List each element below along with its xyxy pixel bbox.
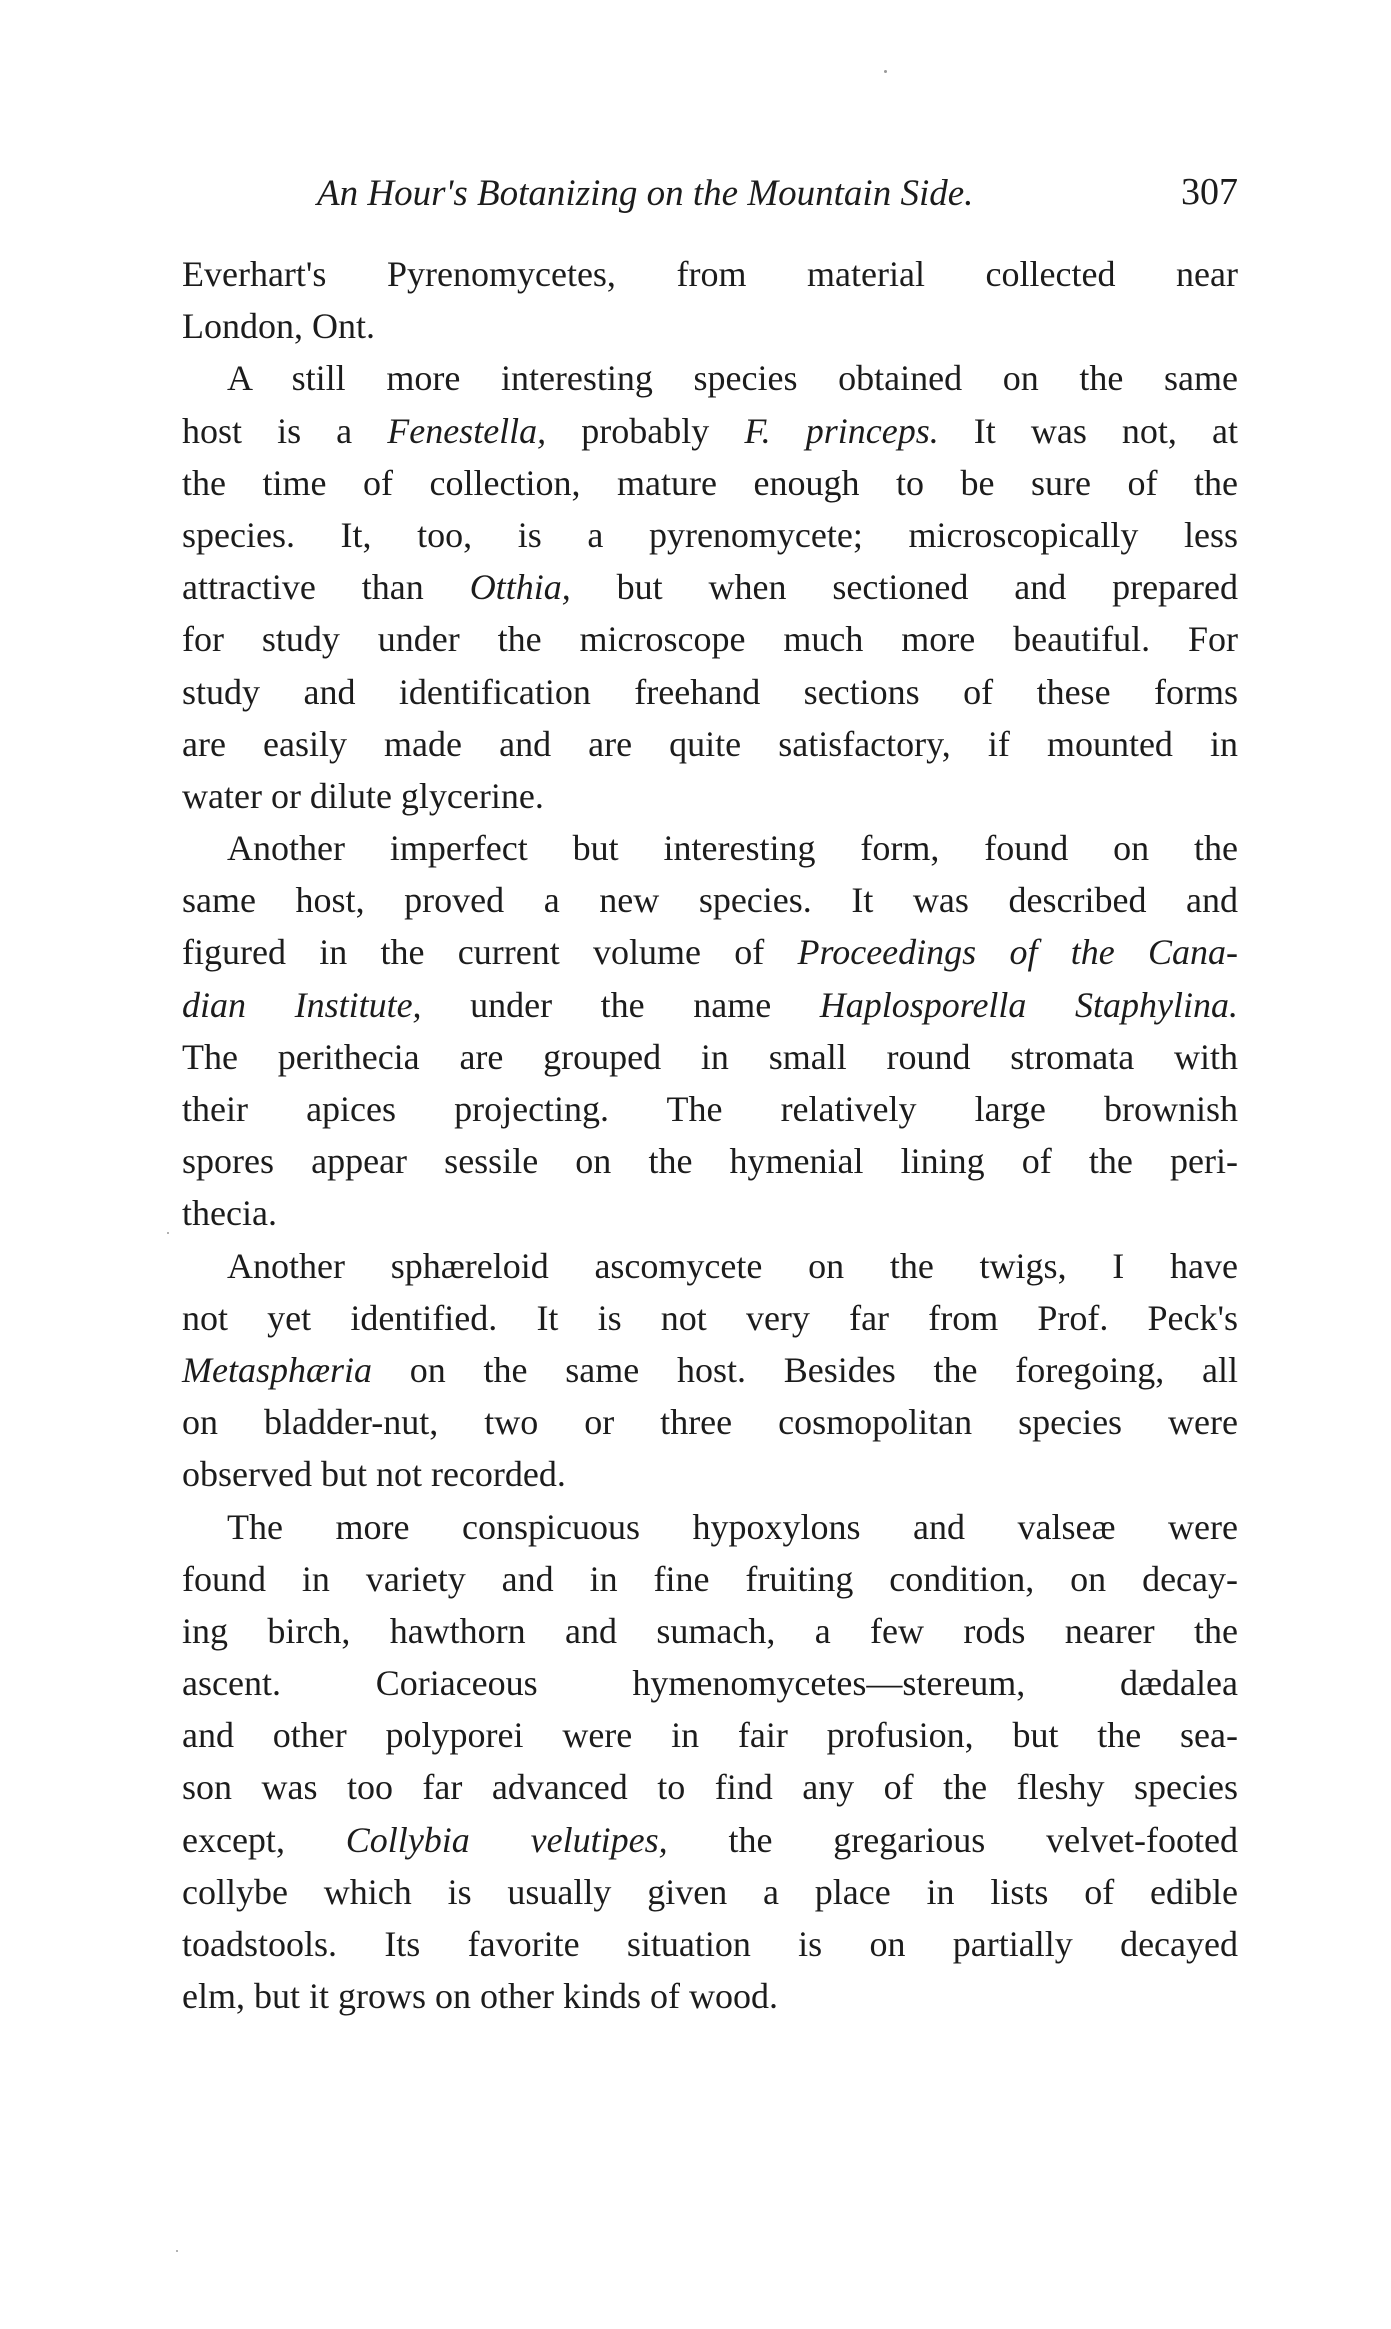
text-segment: probably: [546, 410, 745, 451]
text-segment: their apices projecting. The relatively large brownish: [182, 1089, 1238, 1129]
text-line: [182, 1292, 1238, 1344]
text-segment: The perithecia are grouped in small round stromata with: [182, 1036, 1238, 1077]
text-line: [182, 405, 1238, 457]
text-line: [182, 822, 1238, 874]
text-line: [182, 1918, 1238, 1970]
paragraph: [182, 352, 1238, 822]
paragraph: [182, 1501, 1238, 2023]
page-header: [182, 170, 1238, 226]
text-segment: attractive than: [182, 567, 470, 608]
text-line: [182, 561, 1238, 613]
italic-text: Proceedings of the Cana-: [797, 932, 1238, 973]
italic-text: Collybia velutipes,: [345, 1819, 668, 1860]
text-segment: collybe which is usually given a place in lists of edible: [182, 1871, 1238, 1912]
text-segment: ascent. Coriaceous hymenomycetes—stereum, dædalea: [182, 1663, 1238, 1704]
text-line: [182, 1970, 1238, 2022]
text-segment: are easily made and are quite satisfactory, if mounted in: [182, 723, 1238, 764]
text-segment: figured in the current volume of: [182, 932, 798, 973]
text-segment: London, Ont.: [182, 306, 375, 347]
text-line: [182, 666, 1238, 718]
text-line: [182, 1135, 1238, 1187]
italic-text: Haplosporella Staphylina.: [819, 984, 1238, 1025]
text-segment: on the same host. Besides the foregoing, all: [372, 1349, 1238, 1390]
text-line: [182, 979, 1238, 1031]
text-line: [182, 1448, 1238, 1500]
text-segment: water or dilute glycerine.: [182, 775, 544, 816]
paragraph: [182, 248, 1238, 352]
text-line: [182, 1866, 1238, 1918]
text-line: [182, 1657, 1238, 1709]
text-line: [182, 613, 1238, 665]
text-segment: but when sectioned and prepared: [570, 567, 1238, 608]
italic-text: F. princeps.: [744, 410, 939, 451]
text-line: [182, 926, 1238, 978]
text-segment: It was not, at: [938, 410, 1238, 451]
text-line: [182, 1814, 1238, 1866]
text-segment: observed but not recorded.: [182, 1454, 566, 1495]
italic-text: Otthia,: [469, 567, 571, 608]
text-line: [182, 1187, 1238, 1239]
text-segment: under the name: [421, 984, 820, 1025]
text-segment: found in variety and in fine fruiting condition, on decay-: [182, 1558, 1238, 1599]
text-line: [182, 352, 1238, 404]
text-segment: spores appear sessile on the hymenial lining of the peri-: [182, 1141, 1238, 1182]
text-segment: except,: [182, 1819, 346, 1860]
text-segment: thecia.: [182, 1193, 277, 1234]
text-segment: A still more interesting species obtained on the same: [227, 358, 1238, 399]
text-line: [182, 509, 1238, 561]
text-line: [182, 1344, 1238, 1396]
text-segment: the time of collection, mature enough to be sure of the: [182, 462, 1238, 503]
text-segment: study and identification freehand sections of these forms: [182, 671, 1238, 712]
text-segment: host is a: [182, 410, 388, 451]
text-segment: on bladder-nut, two or three cosmopolitan species were: [182, 1402, 1238, 1443]
text-line: [182, 1761, 1238, 1813]
text-segment: same host, proved a new species. It was described and: [182, 880, 1238, 921]
italic-text: dian Institute,: [182, 984, 422, 1025]
text-segment: Another imperfect but interesting form, found on the: [227, 828, 1238, 869]
running-title: An Hour's Botanizing on the Mountain Side.: [317, 173, 974, 214]
text-segment: The more conspicuous hypoxylons and valseæ were: [227, 1506, 1238, 1547]
text-segment: species. It, too, is a pyrenomycete; microscopically less: [182, 514, 1238, 555]
page-number: 307: [1181, 171, 1238, 213]
text-line: [182, 1396, 1238, 1448]
text-segment: ing birch, hawthorn and sumach, a few rods nearer the: [182, 1610, 1238, 1651]
italic-text: Metasphæria: [182, 1349, 373, 1390]
text-segment: son was too far advanced to find any of the fleshy species: [182, 1767, 1238, 1808]
text-segment: Another sphæreloid ascomycete on the twigs, I have: [227, 1245, 1238, 1286]
text-line: [182, 1240, 1238, 1292]
text-segment: and other polyporei were in fair profusion, but the sea-: [182, 1715, 1238, 1756]
text-line: [182, 1605, 1238, 1657]
text-line: [182, 1553, 1238, 1605]
text-line: [182, 457, 1238, 509]
body-text: [182, 248, 1238, 2022]
paragraph: [182, 1240, 1238, 1501]
text-segment: not yet identified. It is not very far from Prof. Peck's: [182, 1297, 1238, 1338]
text-line: [182, 874, 1238, 926]
text-line: [182, 1709, 1238, 1761]
text-segment: elm, but it grows on other kinds of wood.: [182, 1976, 778, 2017]
text-segment: the gregarious velvet-footed: [667, 1819, 1239, 1860]
text-line: [182, 718, 1238, 770]
text-segment: Everhart's Pyrenomycetes, from material collected near: [182, 254, 1238, 294]
paragraph: [182, 822, 1238, 1240]
text-segment: for study under the microscope much more beautiful. For: [182, 619, 1238, 660]
italic-text: Fenestella,: [387, 410, 547, 451]
text-line: [182, 248, 1238, 300]
text-segment: toadstools. Its favorite situation is on partially decayed: [182, 1924, 1238, 1964]
text-line: [182, 300, 1238, 352]
text-line: [182, 1031, 1238, 1083]
text-line: [182, 770, 1238, 822]
text-line: [182, 1501, 1238, 1553]
text-line: [182, 1083, 1238, 1135]
